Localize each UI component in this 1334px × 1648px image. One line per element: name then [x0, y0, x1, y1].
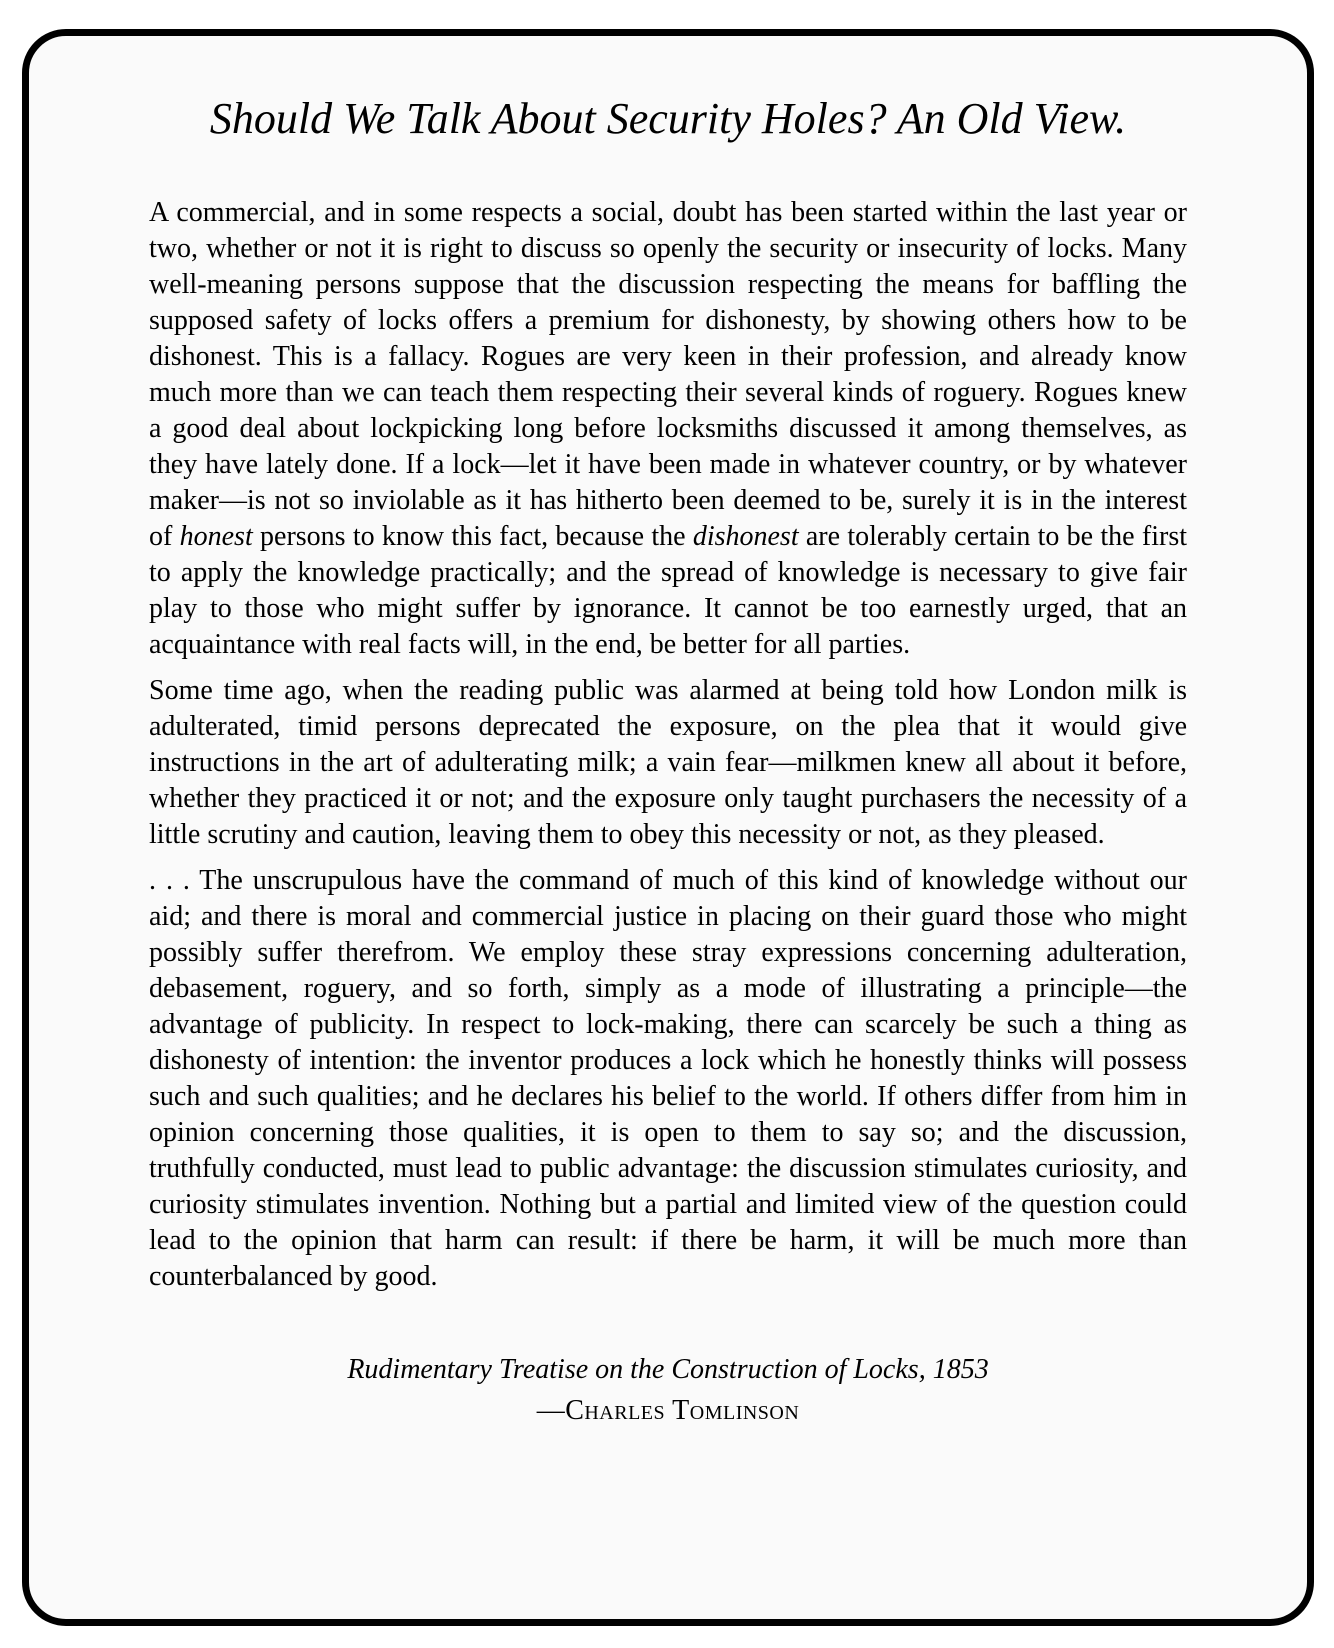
paragraph-1	[149, 195, 1187, 663]
text-segment: are tolerably certain to be the first to apply the knowledge practically; and the spread of knowledge is necessary to give fair play to those who might suffer by ignorance. It cannot be too earnestly urged, that an acquaintance with real facts will, in the end, be better for all parties.	[149, 520, 1187, 660]
emphasis-honest: honest	[179, 520, 253, 552]
text-segment: A commercial, and in some respects a social, doubt has been started within the last year or two, whether or not it is right to discuss so openly the security or insecurity of locks. Many well-meaning persons suppose that the discussion respecting the means for baffling the supposed safety of locks offers a premium for dishonesty, by showing others how to be dishonest. This is a fallacy. Rogues are very keen in their profession, and already know much more than we can teach them respecting their several kinds of roguery. Rogues knew a good deal about lockpicking long before locksmiths discussed it among themselves, as they have lately done. If a lock—let it have been made in whatever country, or by whatever maker—is not so inviolable as it has hitherto been deemed to be, surely it is in the interest of	[149, 196, 1187, 552]
document-page	[22, 29, 1314, 1626]
paragraph-2: Some time ago, when the reading public was alarmed at being told how London milk is adulterated, timid persons deprecated the exposure, on the plea that it would give instructions in the art of adulterating milk; a vain fear—milkmen knew all about it before, whether they practiced it or not; and the exposure only taught purchasers the necessity of a little scrutiny and caution, leaving them to obey this necessity or not, as they pleased.	[149, 674, 1187, 850]
paragraph-3: . . . The unscrupulous have the command of much of this kind of knowledge without our aid; and there is moral and commercial justice in placing on their guard those who might possibly suffer therefrom. We employ these stray expressions concerning adulteration, debasement, roguery, and so forth, simply as a mode of illustrating a principle—the advantage of publicity. In respect to lock-making, there can scarcely be such a thing as dishonesty of intention: the inventor produces a lock which he honestly thinks will possess such and such qualities; and he declares his belief to the world. If others differ from him in opinion concerning those qualities, it is open to them to say so; and the discussion, truthfully conducted, must lead to public advantage: the discussion stimulates curiosity, and curiosity stimulates invention. Nothing but a partial and limited view of the question could lead to the opinion that harm can result: if there be harm, it will be much more than counterbalanced by good.	[149, 864, 1187, 1292]
page-title: Should We Talk About Security Holes? An Old View.	[209, 94, 1127, 143]
citation-source: Rudimentary Treatise on the Construction of Locks, 1853	[347, 1353, 989, 1385]
text-segment: persons to know this fact, because the	[252, 520, 693, 552]
emphasis-dishonest: dishonest	[692, 520, 799, 552]
citation	[29, 1349, 1307, 1431]
citation-author: —Charles Tomlinson	[536, 1394, 800, 1426]
article-body	[29, 195, 1307, 1295]
